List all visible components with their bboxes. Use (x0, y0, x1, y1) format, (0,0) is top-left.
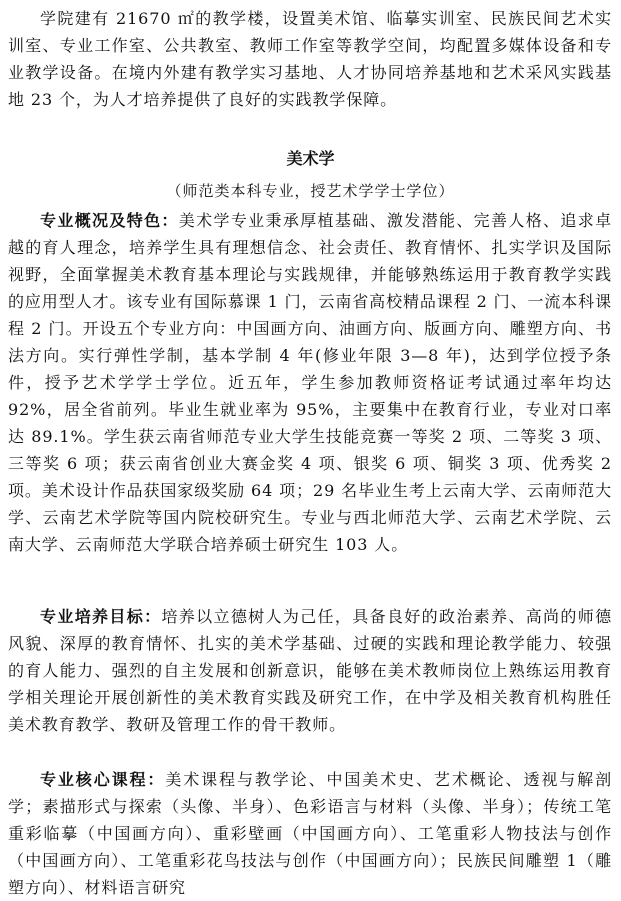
core-courses-label: 专业核心课程： (40, 770, 166, 789)
major-title: 美术学 (286, 149, 335, 168)
core-courses-text: 美术课程与教学论、中国美术史、艺术概论、透视与解剖学；素描形式与探索（头像、半身）、色彩语言与材料（头像、半身）；传统工笔重彩临摹（中国画方向）、重彩壁画（中国画方向）、工笔重彩人物技法与创作（中国画方向）、工笔重彩花鸟技法与创作（中国画方向）；民族民间雕塑 1（雕塑方向）、材料语言研究 (8, 770, 612, 897)
overview-label: 专业概况及特色： (40, 211, 179, 230)
overview-text: 美术学专业秉承厚植基础、激发潜能、完善人格、追求卓越的育人理念，培养学生具有理想信念、社会责任、教育情怀、扎实学识及国际视野，全面掌握美术教育基本理论与实践规律，并能够熟练运用于教育教学实践的应用型人才。该专业有国际慕课 1 门，云南省高校精品课程 2 门、一流本科课程 2 门。开设五个专业方向：中国画方向、油画方向、版画方向、雕塑方向、书法方向。实行弹性学制，基本学制 4 年(修业年限 3—8 年)，达到学位授予条件，授予艺术学学士学位。近五年，学生参加教师资格证考试通过率年均达 92%，居全省前列。毕业生就业率为 95%，主要集中在教育行业，专业对口率达 89.1%。学生获云南省师范专业大学生技能竞赛一等奖 2 项、二等奖 3 项、三等奖 6 项；获云南省创业大赛金奖 4 项、银奖 6 项、铜奖 3 项、优秀奖 2 项。美术设计作品获国家级奖励 64 项；29 名毕业生考上云南大学、云南师范大学、云南艺术学院等国内院校研究生。专业与西北师范大学、云南艺术学院、云南大学、云南师范大学联合培养硕士研究生 103 人。 (8, 211, 612, 554)
goal-text: 培养以立德树人为己任，具备良好的政治素养、高尚的师德风貌、深厚的教育情怀、扎实的美术学基础、过硬的实践和理论教学能力、较强的育人能力、强烈的自主发展和创新意识，能够在美术教师岗位上熟练运用教育学相关理论开展创新性的美术教育实践及研究工作，在中学及相关教育机构胜任美术教育教学、教研及管理工作的骨干教师。 (8, 607, 612, 734)
core-courses-paragraph (8, 766, 612, 901)
goal-paragraph (8, 603, 612, 738)
major-subtitle: （师范类本科专业，授艺术学学士学位） (166, 182, 455, 200)
intro-paragraph: 学院建有 21670 ㎡的教学楼，设置美术馆、临摹实训室、民族民间艺术实训室、专业工作室、公共教室、教师工作室等教学空间，均配置多媒体设备和专业教学设备。在境内外建有教学实习基地、人才协同培养基地和艺术采风实践基地 23 个，为人才培养提供了良好的实践教学保障。 (8, 9, 612, 109)
goal-label: 专业培养目标： (40, 607, 162, 626)
overview-paragraph (8, 207, 612, 558)
